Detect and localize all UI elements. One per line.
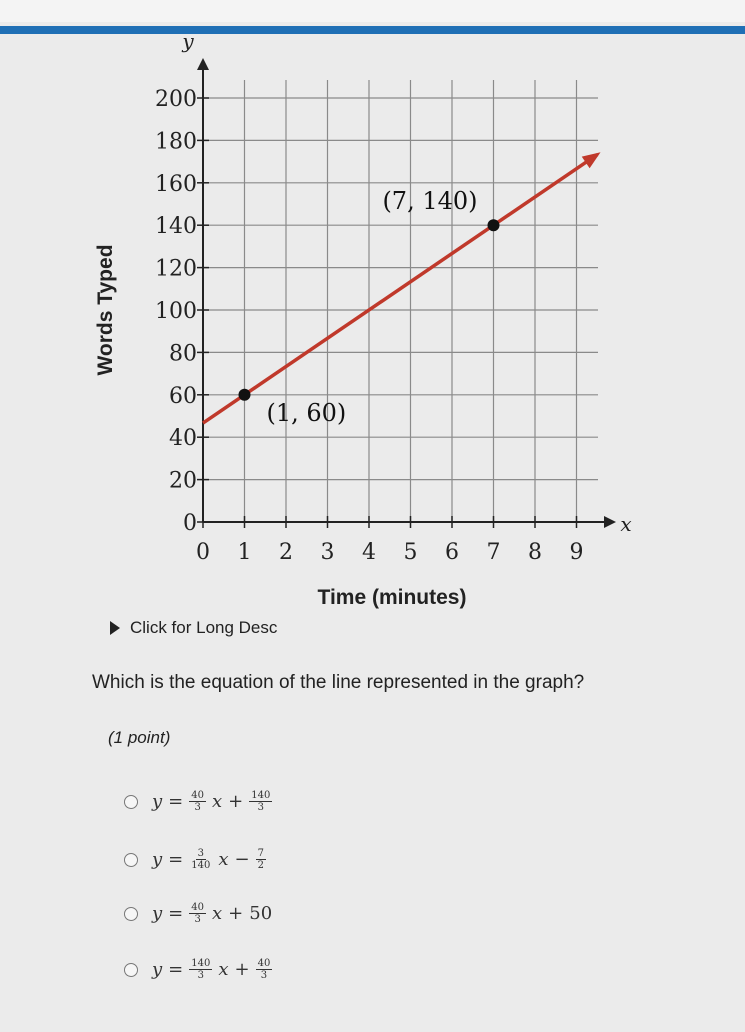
radio-button[interactable] [124, 795, 138, 809]
slope-fraction: $\frac{140}{3}$ [191, 958, 211, 981]
slope-fraction: $\frac{40}{3}$ [191, 790, 204, 813]
equation: y = $\frac{40}{3}$ x + $\frac{140}{3}$ [152, 790, 271, 813]
x-axis-variable: x [620, 512, 632, 536]
x-tick-label: 4 [362, 540, 376, 565]
data-point [239, 389, 251, 401]
point-label: (1, 60) [266, 398, 347, 427]
question-text: Which is the equation of the line represented in the graph? [92, 672, 585, 693]
y-tick-label: 140 [155, 214, 197, 240]
answer-option-2[interactable] [124, 848, 266, 871]
radio-button[interactable] [124, 907, 138, 921]
x-tick-label: 9 [569, 540, 584, 565]
y-axis-variable: y [182, 29, 194, 53]
answer-option-4[interactable] [124, 958, 272, 981]
y-tick-label: 80 [169, 341, 197, 367]
y-tick-label: 120 [155, 256, 197, 282]
x-tick-label: 1 [237, 540, 252, 565]
x-tick-label: 7 [486, 540, 501, 565]
equation: y = $\frac{3}{140}$ x − $\frac{7}{2}$ [152, 848, 264, 871]
equation: y = $\frac{40}{3}$ x + 50 [152, 902, 273, 925]
x-axis-arrow [604, 516, 616, 528]
y-tick-label: 100 [155, 299, 197, 324]
long-desc-label: Click for Long Desc [130, 618, 278, 637]
y-tick-label: 180 [155, 129, 197, 155]
x-tick-label: 0 [196, 540, 210, 565]
long-desc-toggle[interactable] [110, 618, 277, 638]
line-arrowhead [582, 152, 601, 168]
radio-button[interactable] [124, 853, 138, 867]
radio-button[interactable] [124, 963, 138, 977]
data-point [488, 219, 500, 231]
point-label: (7, 140) [382, 187, 478, 216]
y-tick-label: 160 [155, 171, 197, 197]
x-tick-label: 3 [320, 540, 335, 565]
y-tick-label: 20 [169, 468, 197, 494]
answer-option-1[interactable] [124, 790, 272, 813]
slope-fraction: $\frac{3}{140}$ [191, 848, 211, 871]
y-axis-arrow [197, 58, 209, 70]
slope-fraction: $\frac{40}{3}$ [191, 902, 204, 925]
points-label: (1 point) [108, 728, 171, 747]
y-tick-label: 40 [169, 426, 197, 452]
intercept-fraction: $\frac{140}{3}$ [251, 790, 271, 813]
x-tick-label: 2 [279, 540, 293, 565]
x-tick-label: 6 [445, 540, 459, 565]
y-axis-title: Words Typed [94, 244, 117, 376]
intercept-fraction: $\frac{40}{3}$ [257, 958, 271, 981]
x-tick-label: 8 [528, 540, 542, 565]
answer-option-3[interactable] [124, 902, 272, 925]
y-tick-label: 60 [169, 383, 197, 409]
x-axis-title: Time (minutes) [317, 586, 467, 609]
intercept-fraction: $\frac{7}{2}$ [257, 848, 264, 871]
y-tick-label: 0 [183, 511, 197, 536]
equation: y = $\frac{140}{3}$ x + $\frac{40}{3}$ [152, 958, 271, 981]
x-tick-label: 5 [403, 540, 418, 565]
expand-triangle-icon [110, 621, 120, 635]
y-tick-label: 200 [155, 87, 197, 112]
